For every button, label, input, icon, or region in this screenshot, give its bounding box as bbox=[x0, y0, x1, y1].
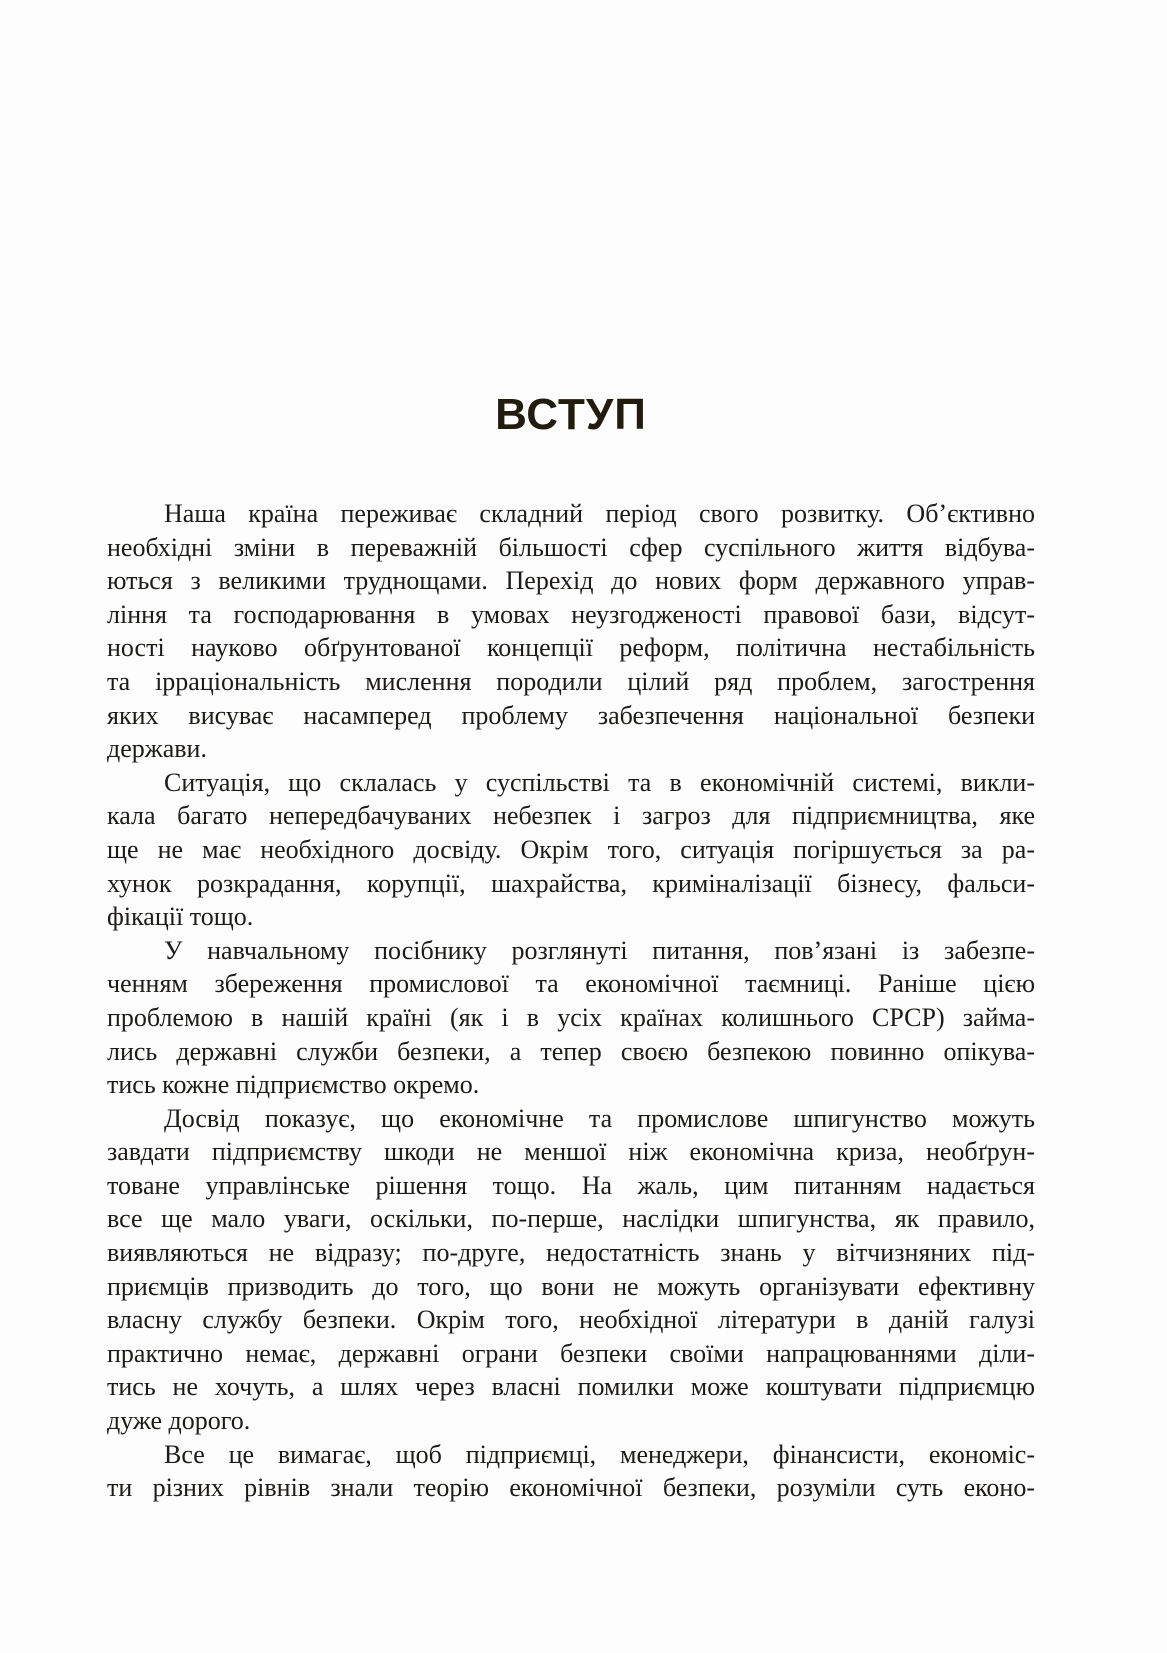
text-line: проблемою в нашій країні (як і в усіх країнах колишнього СРСР) займа- bbox=[107, 1002, 1035, 1032]
text-line: хунок розкрадання, корупції, шахрайства, криміналізації бізнесу, фальси- bbox=[107, 868, 1035, 898]
paragraph bbox=[107, 934, 1035, 1102]
text-line: ються з великими труднощами. Перехід до нових форм державного управ- bbox=[107, 566, 1035, 596]
text-line: виявляються не відразу; по-друге, недостатність знань у вітчизняних під- bbox=[107, 1238, 1035, 1268]
page-title: ВСТУП bbox=[495, 390, 647, 439]
text-line: кала багато непередбачуваних небезпек і загроз для підприємництва, яке bbox=[107, 801, 1035, 831]
text-line: практично немає, державні ограни безпеки своїми напрацюваннями діли- bbox=[107, 1338, 1035, 1368]
text-line: фікації тощо. bbox=[107, 902, 254, 932]
text-line: Все це вимагає, щоб підприємці, менеджери, фінансисти, економіс- bbox=[164, 1439, 1035, 1469]
text-line: ченням збереження промислової та економічної таємниці. Раніше цією bbox=[107, 969, 1035, 999]
text-line: У навчальному посібнику розглянуті питання, пов’язані із забезпе- bbox=[164, 935, 1035, 965]
text-line: яких висуває насамперед проблему забезпечення національної безпеки bbox=[107, 700, 1035, 730]
text-line: необхідні зміни в переважній більшості сфер суспільного життя відбува- bbox=[107, 532, 1035, 562]
text-line: ти різних рівнів знали теорію економічної безпеки, розуміли суть еконо- bbox=[107, 1473, 1035, 1503]
text-line: завдати підприємству шкоди не меншої ніж економічна криза, необґрун- bbox=[107, 1137, 1035, 1167]
text-body bbox=[107, 497, 1035, 1505]
text-line: лись державні служби безпеки, а тепер своєю безпекою повинно опікува- bbox=[107, 1036, 1035, 1066]
text-line: тись кожне підприємство окремо. bbox=[107, 1070, 480, 1100]
text-line: держави. bbox=[107, 734, 207, 764]
text-line: Ситуація, що склалась у суспільстві та в економічній системі, викли- bbox=[164, 767, 1035, 797]
paragraph bbox=[107, 766, 1035, 934]
text-line: Досвід показує, що економічне та промислове шпигунство можуть bbox=[164, 1103, 1035, 1133]
text-line: ще не має необхідного досвіду. Окрім того, ситуація погіршується за ра- bbox=[107, 834, 1035, 864]
text-line: дуже дорого. bbox=[107, 1406, 251, 1436]
text-line: товане управлінське рішення тощо. На жаль, цим питанням надається bbox=[107, 1170, 1035, 1200]
text-line: та ірраціональність мислення породили цілий ряд проблем, загострення bbox=[107, 666, 1035, 696]
text-line: ності науково обґрунтованої концепції реформ, політична нестабільність bbox=[107, 633, 1035, 663]
text-line: власну службу безпеки. Окрім того, необхідної літератури в даній галузі bbox=[107, 1305, 1035, 1335]
text-line: Наша країна переживає складний період свого розвитку. Об’єктивно bbox=[164, 499, 1035, 528]
paragraph bbox=[107, 1438, 1035, 1505]
text-line: приємців призводить до того, що вони не можуть організувати ефективну bbox=[107, 1271, 1035, 1301]
text-line: ління та господарювання в умовах неузгодженості правової бази, відсут- bbox=[107, 599, 1035, 629]
text-line: тись не хочуть, а шлях через власні помилки може коштувати підприємцю bbox=[107, 1372, 1035, 1402]
text-line: все ще мало уваги, оскільки, по-перше, наслідки шпигунства, як правило, bbox=[107, 1204, 1035, 1234]
paragraph bbox=[107, 497, 1035, 766]
paragraph bbox=[107, 1102, 1035, 1438]
